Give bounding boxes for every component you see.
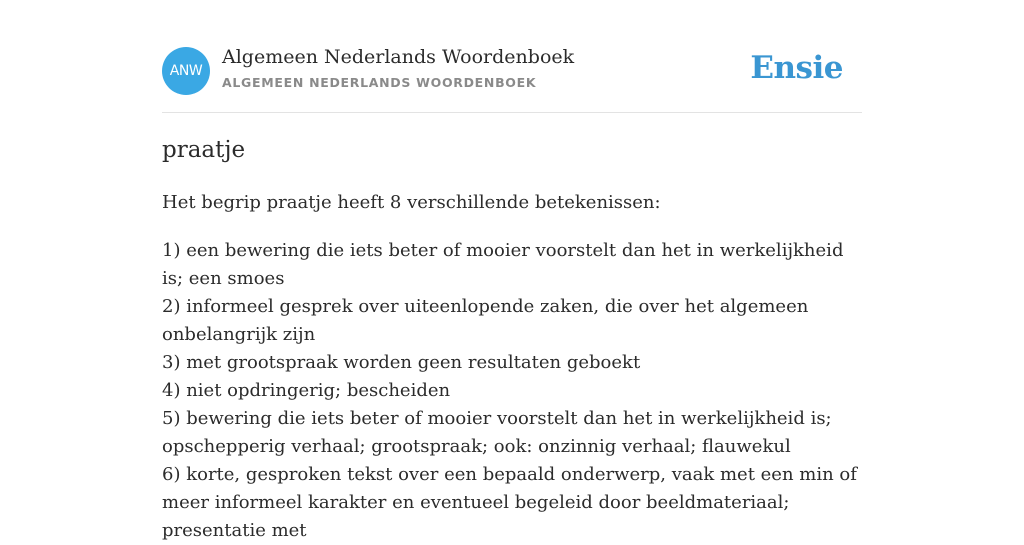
header [162, 0, 862, 113]
definition-item: 3) met grootspraak worden geen resultaten geboekt [162, 352, 641, 373]
word-title: praatje [162, 137, 246, 163]
definition-item: 1) een bewering die iets beter of mooier voorstelt dan het in werkelijkheid is; een smoes [162, 240, 844, 289]
page-container [162, 0, 862, 541]
dictionary-title[interactable]: Algemeen Nederlands Woordenboek [222, 46, 575, 68]
definition-item: 6) korte, gesproken tekst over een bepaald onderwerp, vaak met een min of meer informeel karakter en eventueel begeleid door beeldmateriaal; presentatie met [162, 464, 857, 541]
ensie-brand-logo[interactable]: Ensie [750, 50, 843, 86]
definition-item: 4) niet opdringerig; bescheiden [162, 380, 451, 401]
definition-item: 2) informeel gesprek over uiteenlopende zaken, die over het algemeen onbelangrijk zijn [162, 296, 809, 345]
anw-logo[interactable] [162, 47, 210, 95]
logo-text: ANW [169, 63, 203, 79]
definition-item: 5) bewering die iets beter of mooier voorstelt dan het in werkelijkheid is; opschepperig verhaal; grootspraak; ook: onzinnig verhaal; flauwekul [162, 408, 832, 457]
definitions-list [162, 237, 867, 545]
intro-text: Het begrip praatje heeft 8 verschillende betekenissen: [162, 192, 661, 213]
dictionary-subtitle: ALGEMEEN NEDERLANDS WOORDENBOEK [222, 75, 537, 90]
